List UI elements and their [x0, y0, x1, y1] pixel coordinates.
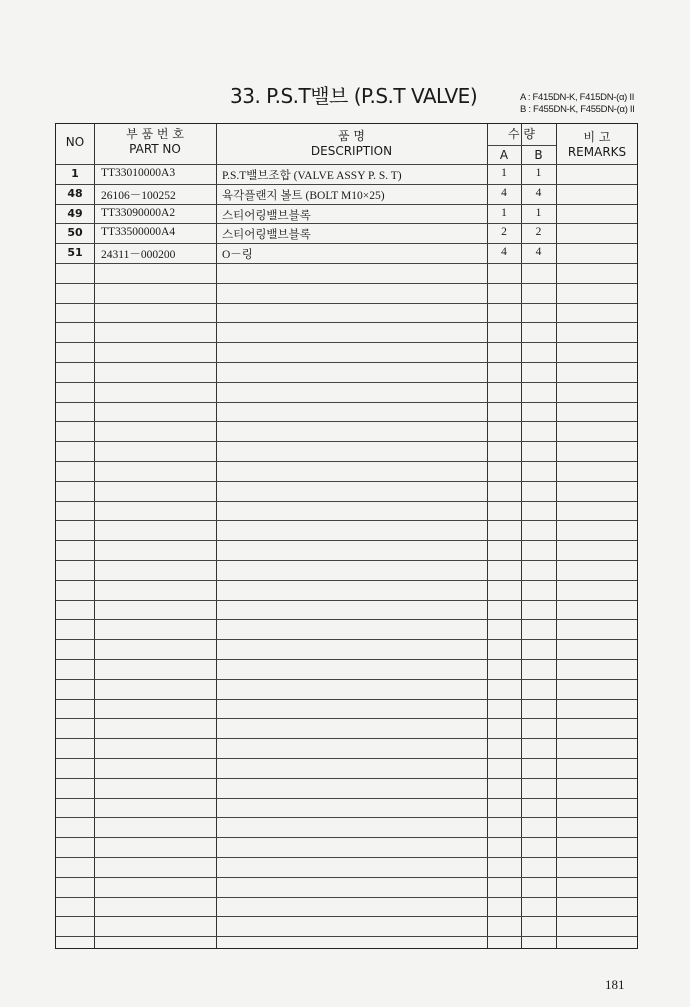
- row-line: [56, 382, 637, 383]
- row-description: 스티어링밸브블록: [222, 229, 311, 241]
- header-qty-divider: [487, 145, 556, 146]
- row-line: [56, 580, 637, 581]
- header-no: NO: [65, 135, 85, 149]
- header-qty-ko: 수 량: [508, 127, 535, 141]
- col-divider-no: [94, 124, 95, 948]
- row-qty-a: 1: [501, 167, 507, 179]
- header-remarks-en: REMARKS: [567, 145, 627, 159]
- row-line: [56, 778, 637, 779]
- header-remarks-ko: 비 고: [583, 130, 611, 144]
- col-divider-qty-b: [556, 124, 557, 948]
- row-line: [56, 283, 637, 284]
- row-line: [56, 303, 637, 304]
- row-part-no: 24311－000200: [101, 249, 176, 261]
- row-part-no: 26106－100252: [101, 190, 176, 202]
- model-legend: [520, 92, 635, 116]
- row-line: [56, 520, 637, 521]
- header-part-no-ko: 부 품 번 호: [126, 127, 184, 141]
- row-no: 48: [67, 187, 83, 200]
- row-qty-b: 1: [535, 207, 542, 219]
- row-line: [56, 184, 637, 185]
- row-line: [56, 699, 637, 700]
- row-line: [56, 877, 637, 878]
- row-qty-b: 2: [535, 226, 542, 238]
- row-line: [56, 402, 637, 403]
- col-divider-part: [216, 124, 217, 948]
- header-bottom-line: [56, 164, 637, 165]
- row-qty-a: 4: [501, 246, 507, 258]
- row-line: [56, 540, 637, 541]
- model-b: B : F455DN-K, F455DN-(α) II: [520, 104, 635, 115]
- row-line: [56, 421, 637, 422]
- row-no: 50: [67, 226, 83, 239]
- row-qty-a: 2: [501, 226, 507, 238]
- row-line: [56, 916, 637, 917]
- row-line: [56, 322, 637, 323]
- row-line: [56, 936, 637, 937]
- row-qty-a: 4: [501, 187, 507, 199]
- row-qty-b: 4: [535, 187, 542, 199]
- row-line: [56, 204, 637, 205]
- row-description: P.S.T밸브조합 (VALVE ASSY P. S. T): [222, 170, 402, 182]
- row-part-no: TT33010000A3: [101, 167, 176, 179]
- row-part-no: TT33500000A4: [101, 226, 176, 238]
- row-line: [56, 501, 637, 502]
- page-title: 33. P.S.T밸브 (P.S.T VALVE): [230, 84, 478, 108]
- row-description: 스티어링밸브블록: [222, 210, 311, 222]
- row-line: [56, 461, 637, 462]
- row-line: [56, 679, 637, 680]
- model-a: A : F415DN-K, F415DN-(α) II: [520, 92, 635, 103]
- row-line: [56, 738, 637, 739]
- header-part-no-en: PART NO: [129, 142, 181, 156]
- row-qty-a: 1: [501, 207, 507, 219]
- header-desc-en: DESCRIPTION: [310, 144, 393, 158]
- page-number: 181: [605, 977, 625, 992]
- header-qty-a: A: [499, 148, 509, 162]
- header-desc-ko: 품 명: [338, 129, 365, 143]
- row-line: [56, 798, 637, 799]
- row-line: [56, 817, 637, 818]
- row-qty-b: 1: [535, 167, 542, 179]
- row-description: O－링: [222, 249, 253, 261]
- row-description: 육각플랜지 볼트 (BOLT M10×25): [222, 190, 385, 202]
- row-line: [56, 600, 637, 601]
- row-line: [56, 897, 637, 898]
- row-no: 49: [67, 207, 83, 220]
- parts-table: [55, 123, 638, 949]
- header-qty-b: B: [534, 148, 543, 162]
- row-line: [56, 362, 637, 363]
- row-part-no: TT33090000A2: [101, 207, 176, 219]
- row-line: [56, 560, 637, 561]
- row-line: [56, 837, 637, 838]
- row-line: [56, 857, 637, 858]
- row-line: [56, 718, 637, 719]
- row-no: 51: [67, 246, 83, 259]
- row-qty-b: 4: [535, 246, 542, 258]
- row-line: [56, 243, 637, 244]
- row-line: [56, 481, 637, 482]
- row-line: [56, 223, 637, 224]
- row-line: [56, 619, 637, 620]
- row-line: [56, 639, 637, 640]
- row-line: [56, 659, 637, 660]
- row-line: [56, 342, 637, 343]
- row-line: [56, 263, 637, 264]
- row-no: 1: [71, 167, 79, 180]
- row-line: [56, 758, 637, 759]
- row-line: [56, 441, 637, 442]
